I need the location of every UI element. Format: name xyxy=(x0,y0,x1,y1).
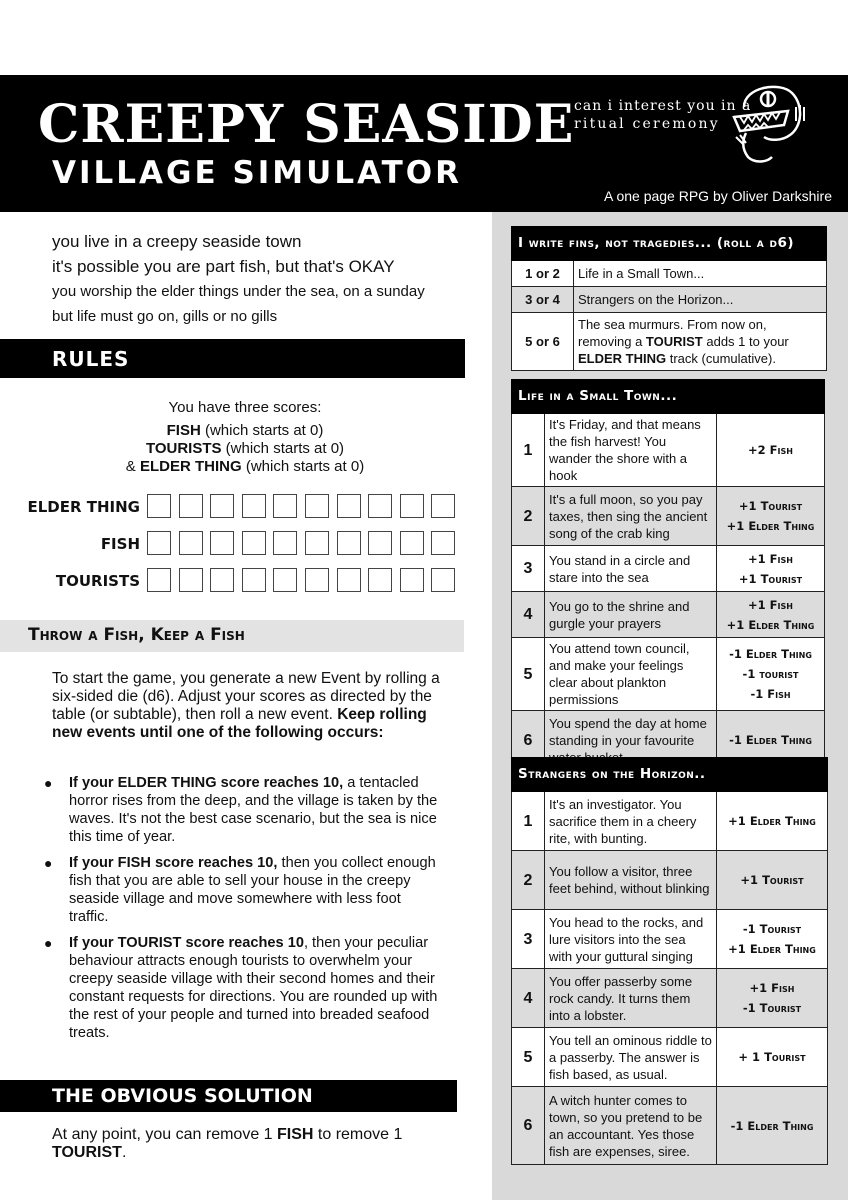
roll-number: 4 xyxy=(512,592,545,638)
event-effects xyxy=(717,546,825,592)
score-box[interactable] xyxy=(242,531,266,555)
table-row xyxy=(512,414,825,487)
score-box[interactable] xyxy=(179,531,203,555)
table-row xyxy=(512,792,828,851)
table-row xyxy=(512,487,825,546)
event-effects xyxy=(717,487,825,546)
elder-thing-track-label: ELDER THING xyxy=(27,498,140,516)
result-b1: TOURIST xyxy=(645,334,703,349)
strangers-table xyxy=(511,757,828,1165)
effect-label: -1 Elder Thing xyxy=(729,733,812,747)
score-box[interactable] xyxy=(179,568,203,592)
small-town-heading: Life in a Small Town... xyxy=(512,380,825,414)
scores-intro-line: You have three scores: xyxy=(168,399,322,416)
bullet-bold: If your TOURIST score reaches 10 xyxy=(69,935,304,951)
effect-label: + 1 Tourist xyxy=(738,1050,806,1064)
list-item xyxy=(44,934,444,1042)
obvious-text xyxy=(52,1126,432,1162)
tourists-label: TOURISTS xyxy=(145,440,222,457)
event-effects xyxy=(717,969,828,1028)
table-row xyxy=(512,313,827,371)
fins-table-heading: I write fins, not tragedies... (roll a d6) xyxy=(512,227,827,261)
score-box[interactable] xyxy=(273,568,297,592)
tourists-track-label: TOURISTS xyxy=(55,572,140,590)
event-description: You offer passerby some rock candy. It turns them into a lobster. xyxy=(545,969,717,1028)
obvious-t2: to remove 1 xyxy=(313,1126,403,1143)
fish-boxes xyxy=(147,531,463,555)
table-row xyxy=(512,638,825,711)
score-box[interactable] xyxy=(337,531,361,555)
effect-label: +1 Elder Thing xyxy=(726,617,815,632)
fish-start-line xyxy=(0,422,490,440)
effect-label: -1 Fish xyxy=(750,687,791,701)
scores-intro xyxy=(0,399,490,476)
table-row xyxy=(512,287,827,313)
event-description: You stand in a circle and stare into the sea xyxy=(545,546,717,592)
event-effects xyxy=(717,592,825,638)
event-effects xyxy=(717,638,825,711)
score-box[interactable] xyxy=(368,568,392,592)
event-description: You head to the rocks, and lure visitors into the sea with your guttural singing xyxy=(545,910,717,969)
effect-label: +1 Fish xyxy=(748,551,793,566)
result-b2: ELDER THING xyxy=(578,351,667,366)
event-effects xyxy=(717,910,828,969)
table-row xyxy=(512,261,827,287)
fish-track xyxy=(0,531,470,557)
tagline xyxy=(574,97,751,133)
table-row xyxy=(512,969,828,1028)
tourists-start: (which starts at 0) xyxy=(221,440,345,457)
score-box[interactable] xyxy=(242,568,266,592)
score-box[interactable] xyxy=(242,494,266,518)
throw-body xyxy=(52,670,442,742)
score-box[interactable] xyxy=(400,494,424,518)
result-t3: track (cumulative). xyxy=(666,351,776,366)
bullet-bold: If your FISH score reaches 10, xyxy=(69,855,278,871)
roll-number: 4 xyxy=(512,969,545,1028)
list-item xyxy=(44,854,444,926)
score-box[interactable] xyxy=(305,494,329,518)
effect-label: +1 Tourist xyxy=(738,571,803,586)
roll-number: 5 xyxy=(512,638,545,711)
score-box[interactable] xyxy=(179,494,203,518)
event-description: You spend the day at home standing in your favourite xyxy=(545,711,717,770)
tagline-line-1: can i interest you in a xyxy=(574,98,752,114)
effect-label: +1 Elder Thing xyxy=(728,814,816,828)
result-cell xyxy=(574,313,827,371)
result-t1: The sea murmurs. From now on, removing a xyxy=(578,317,767,349)
bullet-text: then you collect enough fish that you are able to sell your house in the creepy seaside village and move somewhere with less foot traffic. xyxy=(69,855,436,925)
tourists-start-line xyxy=(0,440,490,458)
roll-number: 6 xyxy=(512,1087,545,1165)
event-description: You attend town council, and make your feelings clear about plankton permissions xyxy=(545,638,717,711)
score-box[interactable] xyxy=(337,568,361,592)
result-cell: Life in a Small Town... xyxy=(574,261,827,287)
tourists-boxes xyxy=(147,568,463,592)
tourists-track xyxy=(0,568,470,594)
obvious-b1: FISH xyxy=(277,1126,314,1143)
intro-line-4: but life must go on, gills or no gills xyxy=(52,308,278,325)
event-effects xyxy=(717,414,825,487)
score-box[interactable] xyxy=(431,568,455,592)
event-effects xyxy=(717,792,828,851)
roll-number: 1 xyxy=(512,792,545,851)
intro-line-3: you worship the elder things under the sea, on a sunday xyxy=(52,283,425,300)
event-description: You go to the shrine and gurgle your prayers xyxy=(545,592,717,638)
bullet-text: , then your peculiar behaviour attracts enough tourists to overwhelm your creepy seaside village with their second homes and their constant requests for directions. You are rounded up with the rest of your people and turned into breaded seafood treats. xyxy=(69,935,438,1041)
elder-label: ELDER THING xyxy=(139,458,242,475)
list-item xyxy=(44,774,444,846)
score-box[interactable] xyxy=(337,494,361,518)
score-box[interactable] xyxy=(210,531,234,555)
score-box[interactable] xyxy=(305,531,329,555)
table-row xyxy=(512,1087,828,1165)
roll-number: 3 xyxy=(512,546,545,592)
elder-start: (which starts at 0) xyxy=(241,458,365,475)
bullet-bold: If your ELDER THING score reaches 10, xyxy=(69,775,344,791)
effect-label: -1 Tourist xyxy=(742,922,802,936)
tagline-line-2: ritual ceremony xyxy=(574,116,720,132)
event-description: It's Friday, and that means the fish harvest! You wander the shore with a hook xyxy=(545,414,717,487)
rules-heading: RULES xyxy=(0,339,465,378)
throw-heading: Throw a Fish, Keep a Fish xyxy=(0,620,464,652)
elder-thing-track xyxy=(0,494,470,520)
roll-cell: 1 or 2 xyxy=(512,261,574,287)
event-effects xyxy=(717,1028,828,1087)
intro-text xyxy=(52,229,425,329)
bullet-icon: ● xyxy=(44,775,53,791)
obvious-b2: TOURIST xyxy=(52,1144,122,1161)
table-row xyxy=(512,546,825,592)
fish-label: FISH xyxy=(166,422,201,439)
bullet-icon: ● xyxy=(44,935,53,951)
obvious-heading: THE OBVIOUS SOLUTION xyxy=(0,1080,457,1112)
score-box[interactable] xyxy=(210,494,234,518)
byline: A one page RPG by Oliver Darkshire xyxy=(604,188,832,204)
score-box[interactable] xyxy=(210,568,234,592)
table-row xyxy=(512,1028,828,1087)
title-line-1: CREEPY SEASIDE xyxy=(38,94,575,155)
score-box[interactable] xyxy=(147,531,171,555)
elder-start-line xyxy=(0,458,490,476)
bullet-icon: ● xyxy=(44,855,53,871)
effect-label: -1 Elder Thing xyxy=(730,1118,814,1133)
score-box[interactable] xyxy=(147,568,171,592)
end-conditions-list xyxy=(44,774,444,1050)
effect-label: +1 Tourist xyxy=(740,873,804,887)
roll-number: 1 xyxy=(512,414,545,487)
effect-label: +2 Fish xyxy=(748,443,793,457)
score-box[interactable] xyxy=(305,568,329,592)
effect-label: +1 Fish xyxy=(749,981,795,995)
elder-thing-boxes xyxy=(147,494,463,518)
score-box[interactable] xyxy=(400,568,424,592)
result-cell: Strangers on the Horizon... xyxy=(574,287,827,313)
intro-line-1: you live in a creepy seaside town xyxy=(52,232,302,251)
roll-number: 3 xyxy=(512,910,545,969)
score-box[interactable] xyxy=(147,494,171,518)
elder-prefix: & xyxy=(125,458,140,475)
score-box[interactable] xyxy=(368,531,392,555)
score-box[interactable] xyxy=(368,494,392,518)
event-description: You follow a visitor, three feet behind, without blinking xyxy=(545,851,717,910)
event-description: It's an investigator. You sacrifice them in a cheery rite, with bunting. xyxy=(545,792,717,851)
score-box[interactable] xyxy=(431,531,455,555)
roll-number: 5 xyxy=(512,1028,545,1087)
obvious-t1: At any point, you can remove 1 xyxy=(52,1126,278,1143)
score-box[interactable] xyxy=(400,531,424,555)
fins-table xyxy=(511,226,827,371)
score-box[interactable] xyxy=(273,494,297,518)
fish-monster-icon xyxy=(730,77,814,167)
obvious-t3: . xyxy=(121,1144,127,1161)
small-town-table xyxy=(511,379,825,770)
event-description: It's a full moon, so you pay taxes, then sing the ancient song of the crab king xyxy=(545,487,717,546)
throw-text-bold: Keep rolling new events until one of the following occurs: xyxy=(52,706,427,741)
effect-label: +1 Elder Thing xyxy=(726,519,815,533)
fish-start: (which starts at 0) xyxy=(200,422,324,439)
strangers-heading: Strangers on the Horizon.. xyxy=(512,758,828,792)
effect-label: -1 Elder Thing xyxy=(729,647,812,661)
title-line-2: VILLAGE SIMULATOR xyxy=(52,155,463,191)
intro-line-2: it's possible you are part fish, but that's OKAY xyxy=(52,257,395,276)
effect-label: +1 Tourist xyxy=(738,499,803,513)
fish-track-label: FISH xyxy=(100,535,140,553)
bullet-text: a tentacled horror rises from the deep, and the village is taken by the waves. It's not the best case scenario, but the sea is nice this time of year. xyxy=(69,775,438,845)
roll-number: 2 xyxy=(512,851,545,910)
result-t2: adds 1 to your xyxy=(702,334,789,349)
effect-label: -1 Tourist xyxy=(742,1001,802,1015)
event-effects xyxy=(717,1087,828,1165)
effect-label: -1 tourist xyxy=(742,667,799,681)
table-row xyxy=(512,592,825,638)
effect-label: +1 Elder Thing xyxy=(728,942,816,956)
roll-number: 6 xyxy=(512,711,545,770)
effect-label: +1 Fish xyxy=(748,597,793,612)
score-box[interactable] xyxy=(431,494,455,518)
score-box[interactable] xyxy=(273,531,297,555)
roll-number: 2 xyxy=(512,487,545,546)
event-description: You tell an ominous riddle to a passerby. The answer is fish based, as usual. xyxy=(545,1028,717,1087)
table-row xyxy=(512,910,828,969)
header-banner xyxy=(0,75,848,212)
event-effects xyxy=(717,851,828,910)
throw-text: To start the game, you generate a new Event by rolling a six-sided die (d6). Adjust your scores as directed by the table (or subtable), then roll a new event. xyxy=(52,670,440,723)
event-description: A witch hunter comes to town, so you pretend to be an accountant. Yes those fish are expenses, siree. xyxy=(545,1087,717,1165)
table-row xyxy=(512,851,828,910)
roll-cell: 5 or 6 xyxy=(512,313,574,371)
roll-cell: 3 or 4 xyxy=(512,287,574,313)
